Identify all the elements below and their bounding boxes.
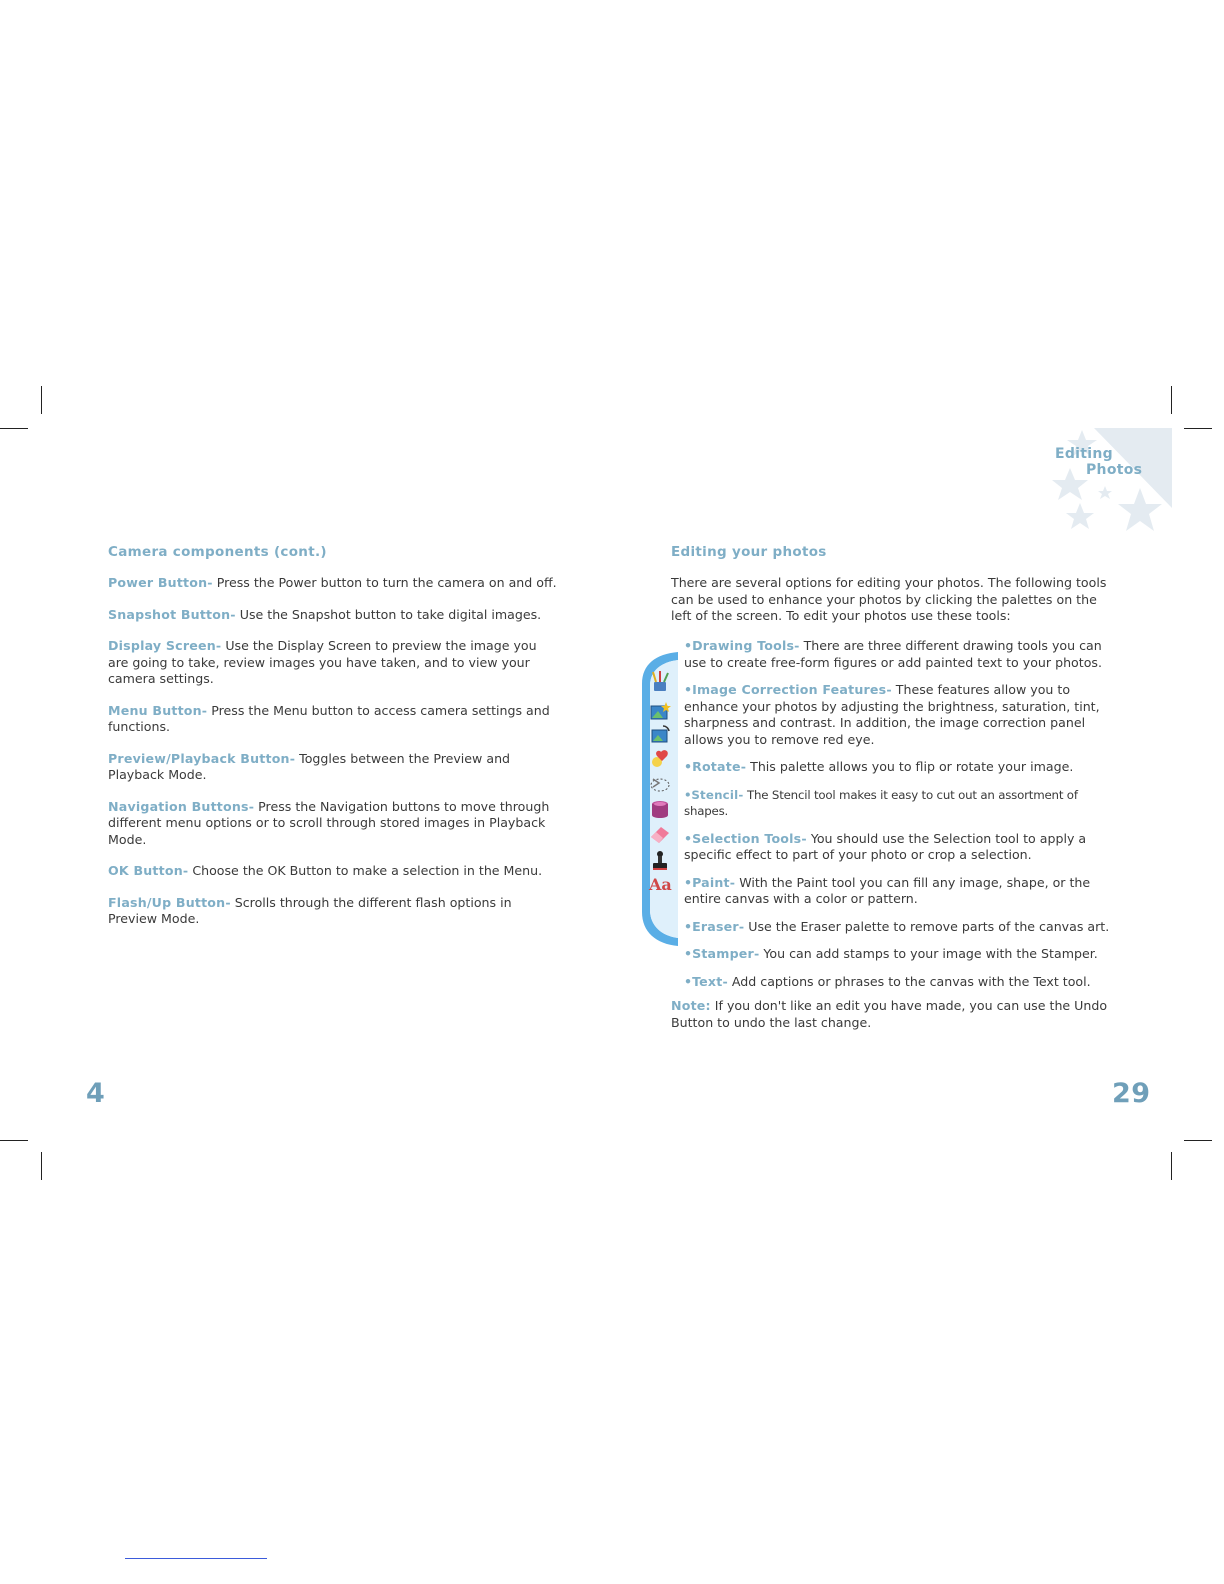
item-term: Image Correction Features- [692, 682, 892, 697]
left-page-heading: Camera components (cont.) [108, 544, 327, 560]
list-item [108, 607, 558, 624]
item-term: Drawing Tools- [692, 638, 800, 653]
stamper-icon [649, 850, 671, 872]
item-text: Use the Eraser palette to remove parts of the canvas art. [744, 918, 1110, 934]
item-text: Add captions or phrases to the canvas with the Text tool. [727, 973, 1091, 989]
bullet: • [684, 918, 693, 934]
footer-link-underline [125, 1558, 267, 1559]
note-term: Note: [671, 998, 711, 1013]
left-page-number: 4 [86, 1078, 106, 1109]
crop-mark [1171, 1152, 1172, 1180]
list-item [684, 787, 1124, 820]
crop-mark [0, 428, 28, 429]
item-text: The Stencil tool makes it easy to cut out an assortment of shapes. [684, 787, 1078, 818]
list-item [684, 875, 1124, 908]
list-item [108, 703, 558, 736]
item-text: There are three different drawing tools you can use to create free-form figures or add painted text to your photos. [684, 638, 1102, 670]
eraser-icon [649, 823, 671, 845]
brushes-icon [649, 670, 671, 692]
item-text: These features allow you to enhance your photos by adjusting the brightness, saturation, tint, sharpness and contrast. In addition, the image correction panel allows you to remove red eye. [684, 682, 1100, 747]
paint-icon [649, 798, 671, 820]
editing-intro: There are several options for editing your photos. The following tools can be used to enhance your photos by clicking the palettes on the left of the screen. To edit your photos use these tools: [671, 575, 1107, 623]
item-text: Press the Power button to turn the camera on and off. [212, 575, 557, 590]
item-term: Preview/Playback Button- [108, 750, 296, 766]
item-term: Display Screen- [108, 638, 222, 653]
item-text: Press the Navigation buttons to move through different menu options or to scroll through stored images in Playback Mode. [108, 798, 550, 847]
list-item [108, 895, 558, 928]
item-term: Stamper- [692, 946, 760, 961]
image-correction-icon [649, 700, 671, 722]
item-term: Eraser- [692, 918, 745, 934]
item-text: Scrolls through the different flash options in Preview Mode. [108, 894, 512, 926]
item-text: Choose the OK Button to make a selection in the Menu. [188, 863, 543, 878]
crop-mark [1184, 428, 1212, 429]
item-text: Press the Menu button to access camera settings and functions. [108, 702, 550, 734]
list-item [684, 946, 1124, 963]
item-text: With the Paint tool you can fill any image, shape, or the entire canvas with a color or pattern. [684, 874, 1091, 906]
bullet: • [684, 874, 693, 890]
item-term: Snapshot Button- [108, 606, 236, 622]
item-text: Toggles between the Preview and Playback Mode. [108, 750, 511, 782]
running-header-line1: Editing [1055, 446, 1113, 462]
item-text: You can add stamps to your image with the Stamper. [759, 946, 1098, 961]
note-text: If you don't like an edit you have made, you can use the Undo Button to undo the last change. [671, 998, 1108, 1030]
bullet: • [684, 638, 693, 653]
camera-components-list [108, 575, 558, 943]
crop-mark [41, 1152, 42, 1180]
text-icon: Aa [649, 875, 672, 894]
bullet: • [684, 973, 693, 989]
item-term: Selection Tools- [692, 830, 807, 846]
list-item [108, 751, 558, 784]
running-header-line2: Photos [1086, 462, 1143, 478]
item-term: Text- [692, 973, 728, 989]
item-term: Rotate- [692, 759, 747, 774]
list-item [108, 638, 558, 688]
crop-mark [1184, 1140, 1212, 1141]
editing-note [671, 998, 1111, 1031]
item-text: Use the Snapshot button to take digital images. [235, 606, 542, 622]
item-term: Power Button- [108, 575, 213, 590]
bullet: • [684, 946, 693, 961]
crop-mark [0, 1140, 28, 1141]
stencil-icon [649, 748, 671, 770]
list-item [684, 974, 1124, 991]
list-item [684, 682, 1124, 748]
list-item [684, 638, 1124, 671]
item-term: Navigation Buttons- [108, 798, 255, 814]
crop-mark [41, 386, 42, 414]
item-term: Paint- [692, 874, 736, 890]
right-page-heading: Editing your photos [671, 544, 827, 560]
item-text: Use the Display Screen to preview the image you are going to take, review images you have taken, and to view your camera settings. [108, 638, 537, 686]
list-item [108, 799, 558, 849]
list-item [108, 863, 558, 880]
item-text: You should use the Selection tool to apply a specific effect to part of your photo or crop a selection. [684, 830, 1087, 862]
bullet: • [684, 759, 693, 774]
list-item [684, 759, 1124, 776]
rotate-icon [649, 723, 671, 745]
item-term: Flash/Up Button- [108, 894, 231, 910]
bullet: • [684, 787, 692, 802]
list-item [108, 575, 558, 592]
editing-tools-list [684, 638, 1124, 1001]
list-item [684, 919, 1124, 936]
bullet: • [684, 830, 693, 846]
list-item [684, 831, 1124, 864]
selection-icon [649, 773, 671, 795]
bullet: • [684, 682, 693, 697]
item-text: This palette allows you to flip or rotate your image. [746, 759, 1074, 774]
crop-mark [1171, 386, 1172, 414]
right-page-number: 29 [1112, 1078, 1151, 1109]
item-term: Menu Button- [108, 702, 208, 718]
item-term: Stencil- [691, 787, 744, 802]
item-term: OK Button- [108, 863, 189, 878]
